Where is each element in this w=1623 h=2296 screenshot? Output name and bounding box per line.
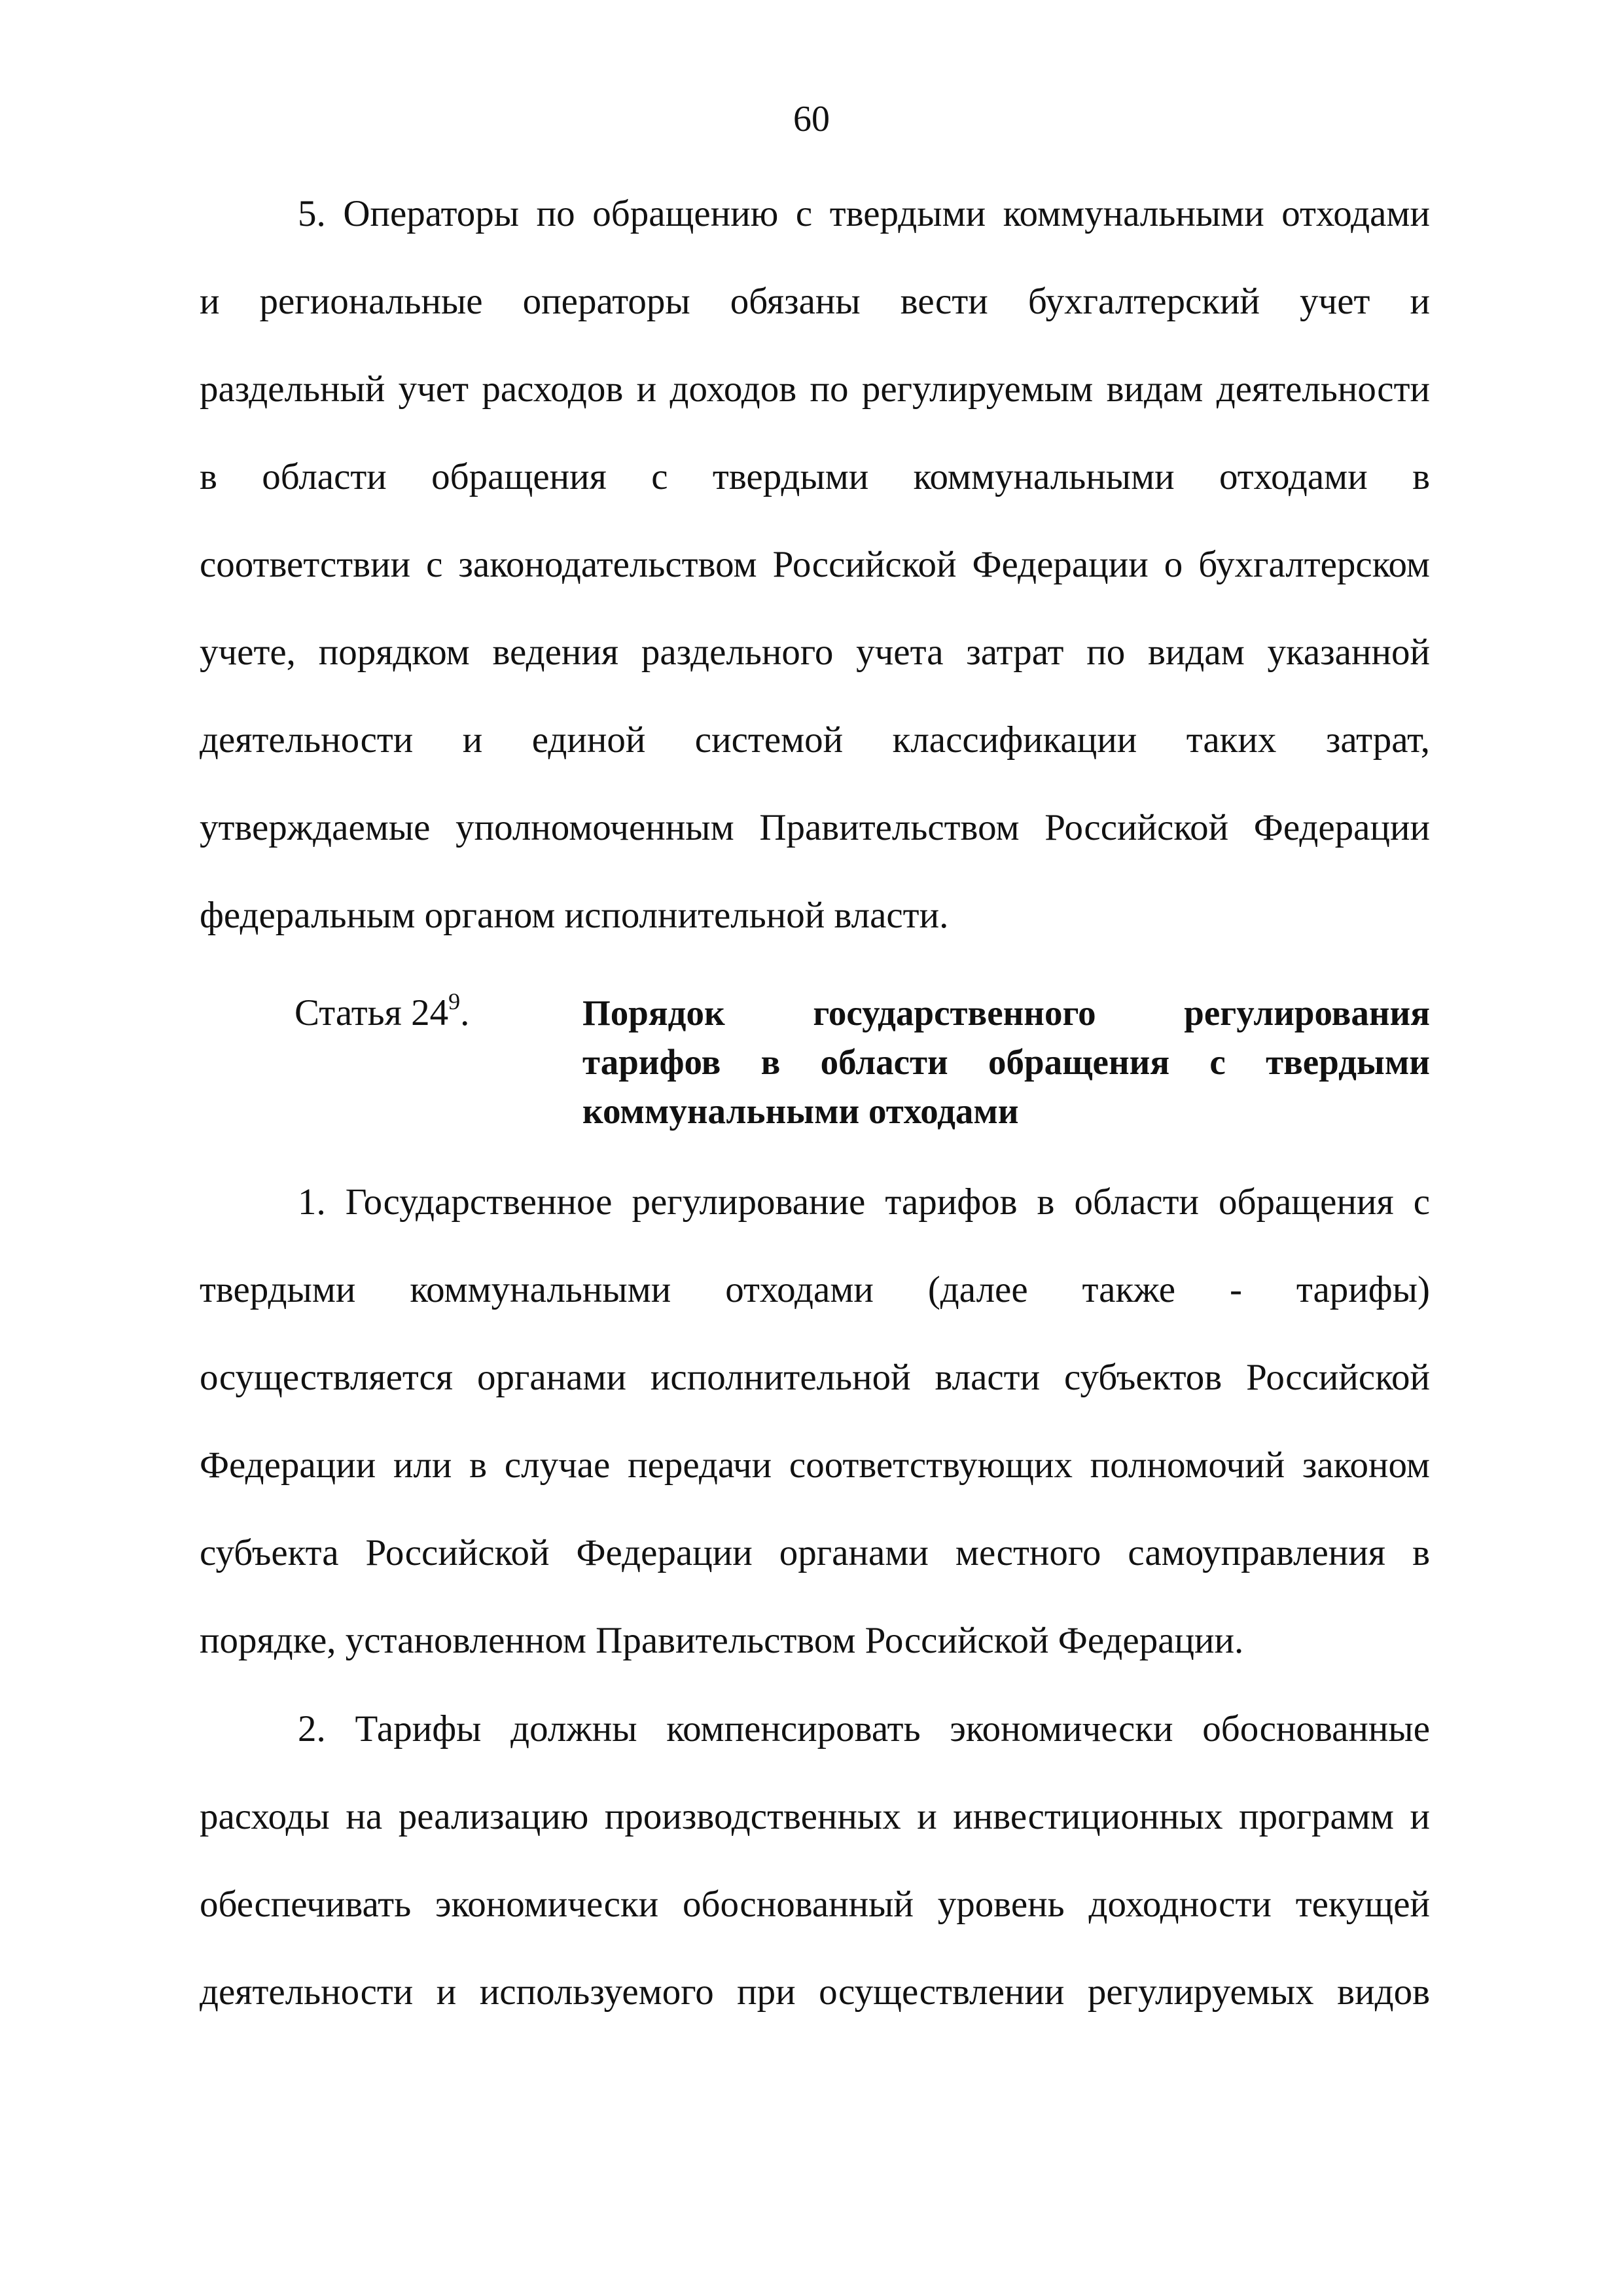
article-label-text: Статья 24 (294, 992, 449, 1033)
paragraph-line: и региональные операторы обязаны вести бухгалтерский учет и (200, 281, 1430, 322)
paragraph-line: Федерации или в случае передачи соответствующих полномочий законом (200, 1444, 1430, 1486)
paragraph-line: деятельности и единой системой классификации таких затрат, (200, 719, 1430, 761)
paragraph-line: деятельности и используемого при осуществлении регулируемых видов (200, 1971, 1430, 2013)
paragraph-1 (200, 1158, 1430, 1685)
paragraph-line: обеспечивать экономически обоснованный уровень доходности текущей (200, 1884, 1430, 1925)
paragraph-line: 5. Операторы по обращению с твердыми коммунальными отходами (298, 193, 1430, 234)
paragraph-line: соответствии с законодательством Российской Федерации о бухгалтерском (200, 544, 1430, 585)
paragraph-line: субъекта Российской Федерации органами местного самоуправления в (200, 1532, 1430, 1573)
article-label (294, 988, 469, 1037)
paragraph-line: осуществляется органами исполнительной власти субъектов Российской (200, 1357, 1430, 1398)
article-title-line: коммунальными отходами (582, 1091, 1019, 1131)
paragraph-line: 2. Тарифы должны компенсировать экономически обоснованные (298, 1708, 1430, 1749)
paragraph-line: порядке, установленном Правительством Российской Федерации. (200, 1620, 1244, 1661)
paragraph-line: утверждаемые уполномоченным Правительством Российской Федерации (200, 807, 1430, 848)
article-heading (294, 988, 1430, 1139)
article-title-line: тарифов в области обращения с твердыми (582, 1042, 1430, 1082)
paragraph-line: в области обращения с твердыми коммунальными отходами в (200, 456, 1430, 497)
article-title (582, 988, 1430, 1136)
paragraph-2 (200, 1685, 1430, 2036)
paragraph-line: расходы на реализацию производственных и инвестиционных программ и (200, 1796, 1430, 1837)
article-label-superscript: 9 (448, 988, 461, 1014)
paragraph-5 (200, 170, 1430, 960)
paragraph-line: 1. Государственное регулирование тарифов в области обращения с (298, 1181, 1430, 1223)
paragraph-line: твердыми коммунальными отходами (далее также - тарифы) (200, 1269, 1430, 1310)
page-number: 60 (793, 99, 830, 139)
paragraph-line: федеральным органом исполнительной власти. (200, 895, 949, 936)
paragraph-line: учете, порядком ведения раздельного учета затрат по видам указанной (200, 632, 1430, 673)
paragraph-line: раздельный учет расходов и доходов по регулируемым видам деятельности (200, 368, 1430, 410)
article-label-suffix: . (460, 992, 470, 1033)
article-title-line: Порядок государственного регулирования (582, 993, 1430, 1033)
